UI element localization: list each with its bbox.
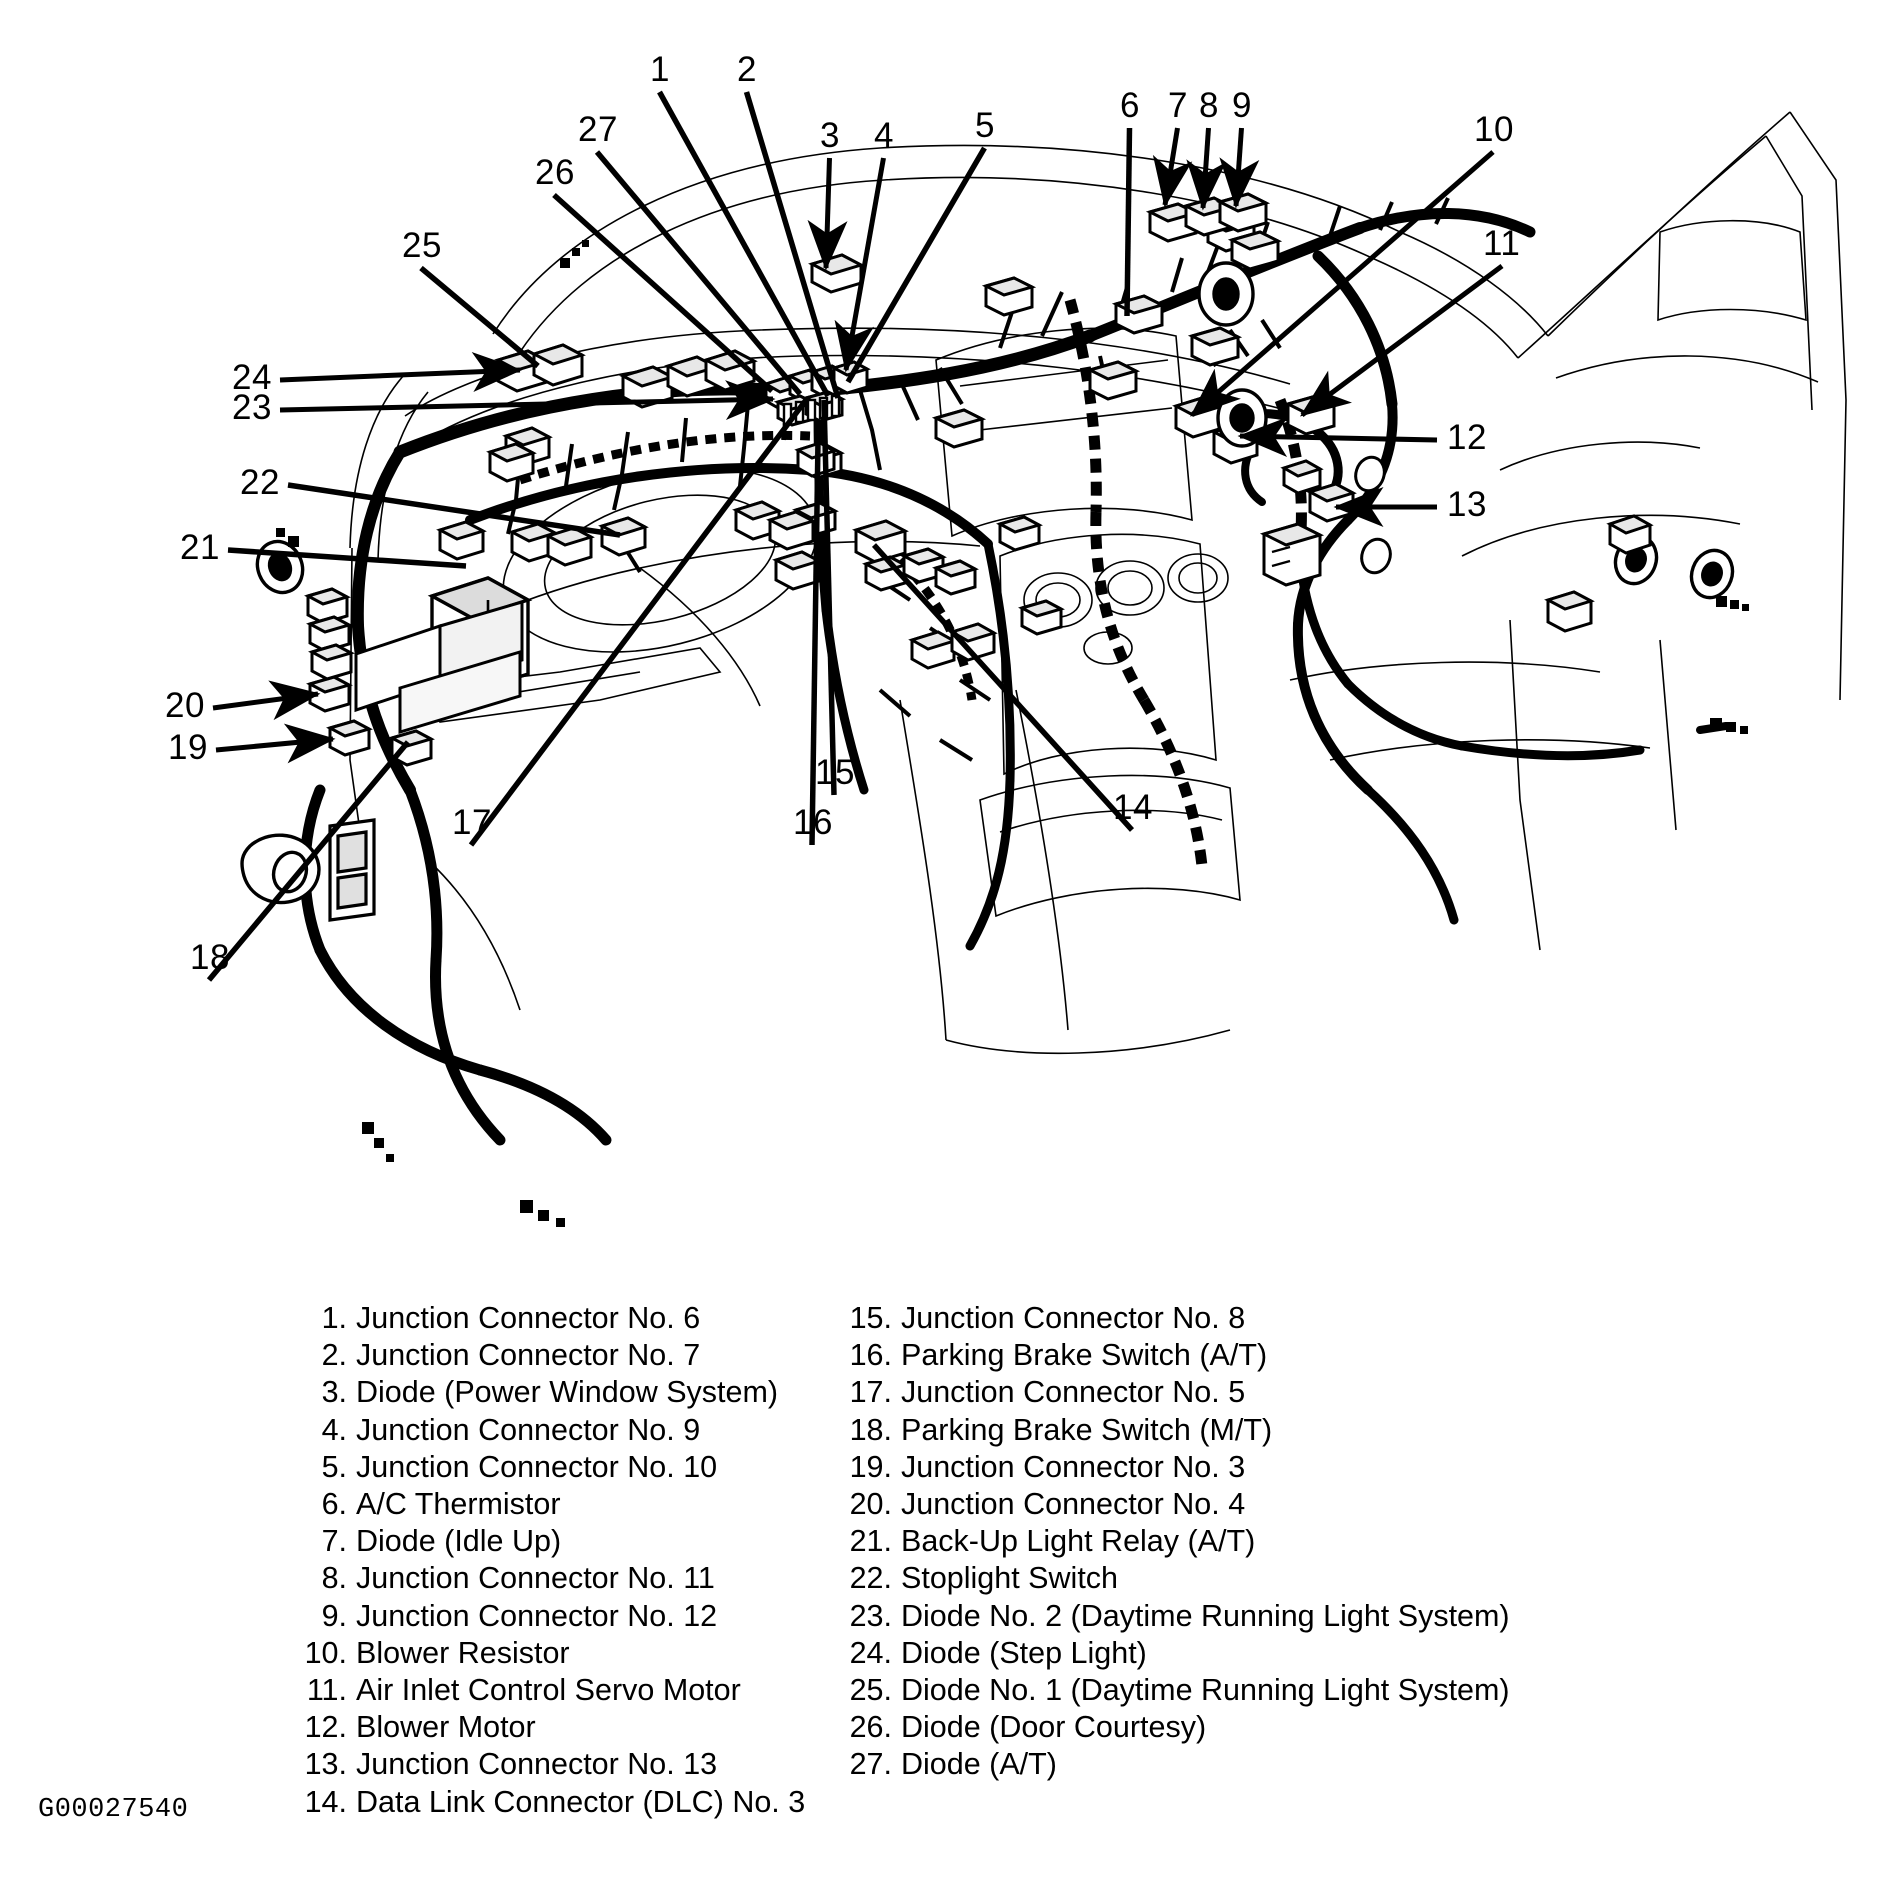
right-terminals <box>1351 454 1650 631</box>
legend-item <box>845 1449 1510 1486</box>
legend-item-label: Junction Connector No. 4 <box>901 1487 1246 1522</box>
legend-item <box>845 1672 1510 1709</box>
legend-item <box>300 1523 805 1560</box>
legend-item <box>845 1598 1510 1635</box>
callout-number-6: 6 <box>1120 86 1140 125</box>
legend-item <box>300 1374 805 1411</box>
legend-item <box>845 1486 1510 1523</box>
callout-number-27: 27 <box>578 110 618 149</box>
legend-item-number: 17. <box>849 1375 892 1410</box>
legend-item <box>300 1598 805 1635</box>
callout-number-1: 1 <box>650 50 670 89</box>
legend-item-label: Junction Connector No. 13 <box>356 1747 718 1782</box>
legend-item-number: 1. <box>321 1301 347 1335</box>
legend-item-number: 15. <box>849 1301 892 1335</box>
legend-column-left <box>300 1300 805 1821</box>
leader-line-19 <box>216 739 333 750</box>
callout-number-2: 2 <box>737 50 757 89</box>
leader-line-26 <box>554 195 772 391</box>
legend-item <box>300 1449 805 1486</box>
callout-number-11: 11 <box>1483 224 1521 263</box>
legend-item-label: Junction Connector No. 5 <box>901 1375 1246 1410</box>
legend-item-label: Junction Connector No. 6 <box>356 1301 701 1335</box>
legend-item-label: Diode (Step Light) <box>901 1635 1147 1670</box>
legend-item-number: 3. <box>321 1375 347 1410</box>
callout-number-17: 17 <box>452 803 492 842</box>
callout-number-25: 25 <box>402 226 442 265</box>
legend-item-number: 27. <box>849 1747 892 1782</box>
callout-number-10: 10 <box>1474 110 1514 149</box>
legend-item <box>300 1672 805 1709</box>
legend-item-label: Junction Connector No. 10 <box>356 1449 718 1484</box>
callout-number-7: 7 <box>1168 86 1188 125</box>
legend-item <box>845 1560 1510 1597</box>
callout-number-16: 16 <box>793 803 833 842</box>
legend-item-label: Junction Connector No. 11 <box>356 1561 715 1596</box>
callout-number-9: 9 <box>1232 86 1252 125</box>
leader-line-20 <box>213 694 318 708</box>
legend-item-number: 6. <box>321 1487 347 1522</box>
callout-number-23: 23 <box>232 388 272 427</box>
legend-item-label: Diode (Idle Up) <box>356 1524 562 1559</box>
legend-item-number: 5. <box>321 1449 347 1484</box>
legend-item-label: Junction Connector No. 3 <box>901 1449 1246 1484</box>
legend-item <box>845 1337 1510 1374</box>
legend-item-label: Stoplight Switch <box>901 1561 1118 1596</box>
legend-item-label: Blower Motor <box>356 1710 536 1745</box>
leader-line-11 <box>1302 266 1502 415</box>
legend-item <box>845 1523 1510 1560</box>
leader-line-5 <box>848 148 985 382</box>
legend-item <box>300 1300 805 1337</box>
legend-item <box>845 1300 1510 1337</box>
legend-item <box>300 1560 805 1597</box>
leader-line-3 <box>826 158 830 268</box>
leader-line-1 <box>660 92 829 396</box>
legend-item <box>845 1709 1510 1746</box>
legend-item <box>300 1486 805 1523</box>
parking-brake-switch-mt <box>330 820 374 920</box>
legend-item-number: 26. <box>849 1710 892 1745</box>
legend-item-number: 13. <box>304 1747 347 1782</box>
legend-item-number: 16. <box>849 1338 892 1373</box>
figure-code: G00027540 <box>38 1795 189 1825</box>
legend-item-number: 22. <box>849 1561 892 1596</box>
legend-item-label: Data Link Connector (DLC) No. 3 <box>356 1784 806 1819</box>
legend-item <box>300 1412 805 1449</box>
legend-item-label: Parking Brake Switch (A/T) <box>901 1338 1268 1373</box>
legend-item-label: Diode (Power Window System) <box>356 1375 779 1410</box>
legend-item-label: Diode No. 1 (Daytime Running Light System) <box>901 1673 1510 1708</box>
leader-line-12 <box>1240 436 1437 440</box>
legend-column-right <box>845 1300 1510 1784</box>
legend-item-label: Back-Up Light Relay (A/T) <box>901 1524 1256 1559</box>
legend-item-number: 24. <box>849 1635 892 1670</box>
legend-item-label: Blower Resistor <box>356 1635 570 1670</box>
legend-item <box>845 1412 1510 1449</box>
legend-item <box>845 1374 1510 1411</box>
legend-item <box>845 1635 1510 1672</box>
legend-item-label: Diode (Door Courtesy) <box>901 1710 1207 1745</box>
leader-line-14 <box>874 545 1132 830</box>
legend-item-label: Parking Brake Switch (M/T) <box>901 1412 1273 1447</box>
legend-item-label: Junction Connector No. 9 <box>356 1412 701 1447</box>
legend-item-number: 23. <box>849 1598 892 1633</box>
legend-item-number: 9. <box>321 1598 347 1633</box>
callout-number-18: 18 <box>190 938 230 977</box>
legend-item-number: 10. <box>304 1635 347 1670</box>
legend-item-number: 21. <box>849 1524 892 1559</box>
legend-item <box>300 1709 805 1746</box>
callout-number-15: 15 <box>815 753 855 792</box>
leader-line-7 <box>1165 128 1178 205</box>
leader-line-6 <box>1127 128 1130 316</box>
callout-number-24: 24 <box>232 358 272 397</box>
callout-number-13: 13 <box>1447 485 1487 524</box>
callout-number-12: 12 <box>1447 418 1487 457</box>
callout-number-4: 4 <box>874 116 894 155</box>
callout-number-22: 22 <box>240 463 280 502</box>
legend-item-number: 4. <box>321 1412 347 1447</box>
legend-item-number: 20. <box>849 1487 892 1522</box>
legend-item <box>845 1746 1510 1783</box>
legend-item <box>300 1746 805 1783</box>
legend-item-number: 25. <box>849 1673 892 1708</box>
legend-item-number: 8. <box>321 1561 347 1596</box>
callout-number-8: 8 <box>1199 86 1219 125</box>
legend-item-number: 14. <box>304 1784 347 1819</box>
legend-item-label: Junction Connector No. 7 <box>356 1338 701 1373</box>
callout-number-14: 14 <box>1113 788 1153 827</box>
legend-item-label: Diode (A/T) <box>901 1747 1057 1782</box>
legend-item-number: 7. <box>321 1524 347 1559</box>
legend-item-label: A/C Thermistor <box>356 1487 561 1522</box>
leader-line-9 <box>1236 128 1242 206</box>
callout-number-3: 3 <box>820 116 840 155</box>
legend-item-number: 18. <box>849 1412 892 1447</box>
legend-item-number: 12. <box>304 1710 347 1745</box>
leader-line-25 <box>421 268 538 366</box>
legend-item <box>300 1635 805 1672</box>
legend-item-number: 11. <box>306 1673 347 1708</box>
legend-item-label: Air Inlet Control Servo Motor <box>356 1673 741 1708</box>
callout-number-20: 20 <box>165 686 205 725</box>
callout-number-21: 21 <box>180 528 220 567</box>
legend-item-number: 2. <box>321 1338 347 1373</box>
legend-item-label: Diode No. 2 (Daytime Running Light System) <box>901 1598 1510 1633</box>
legend-item <box>300 1337 805 1374</box>
legend-item-label: Junction Connector No. 12 <box>356 1598 718 1633</box>
legend-item-number: 19. <box>849 1449 892 1484</box>
callout-number-19: 19 <box>168 728 208 767</box>
callout-number-26: 26 <box>535 153 575 192</box>
leader-line-18 <box>209 742 408 980</box>
leader-line-8 <box>1203 128 1209 208</box>
legend-item-label: Junction Connector No. 8 <box>901 1301 1246 1335</box>
legend-item <box>300 1784 805 1821</box>
callout-number-5: 5 <box>975 106 995 145</box>
